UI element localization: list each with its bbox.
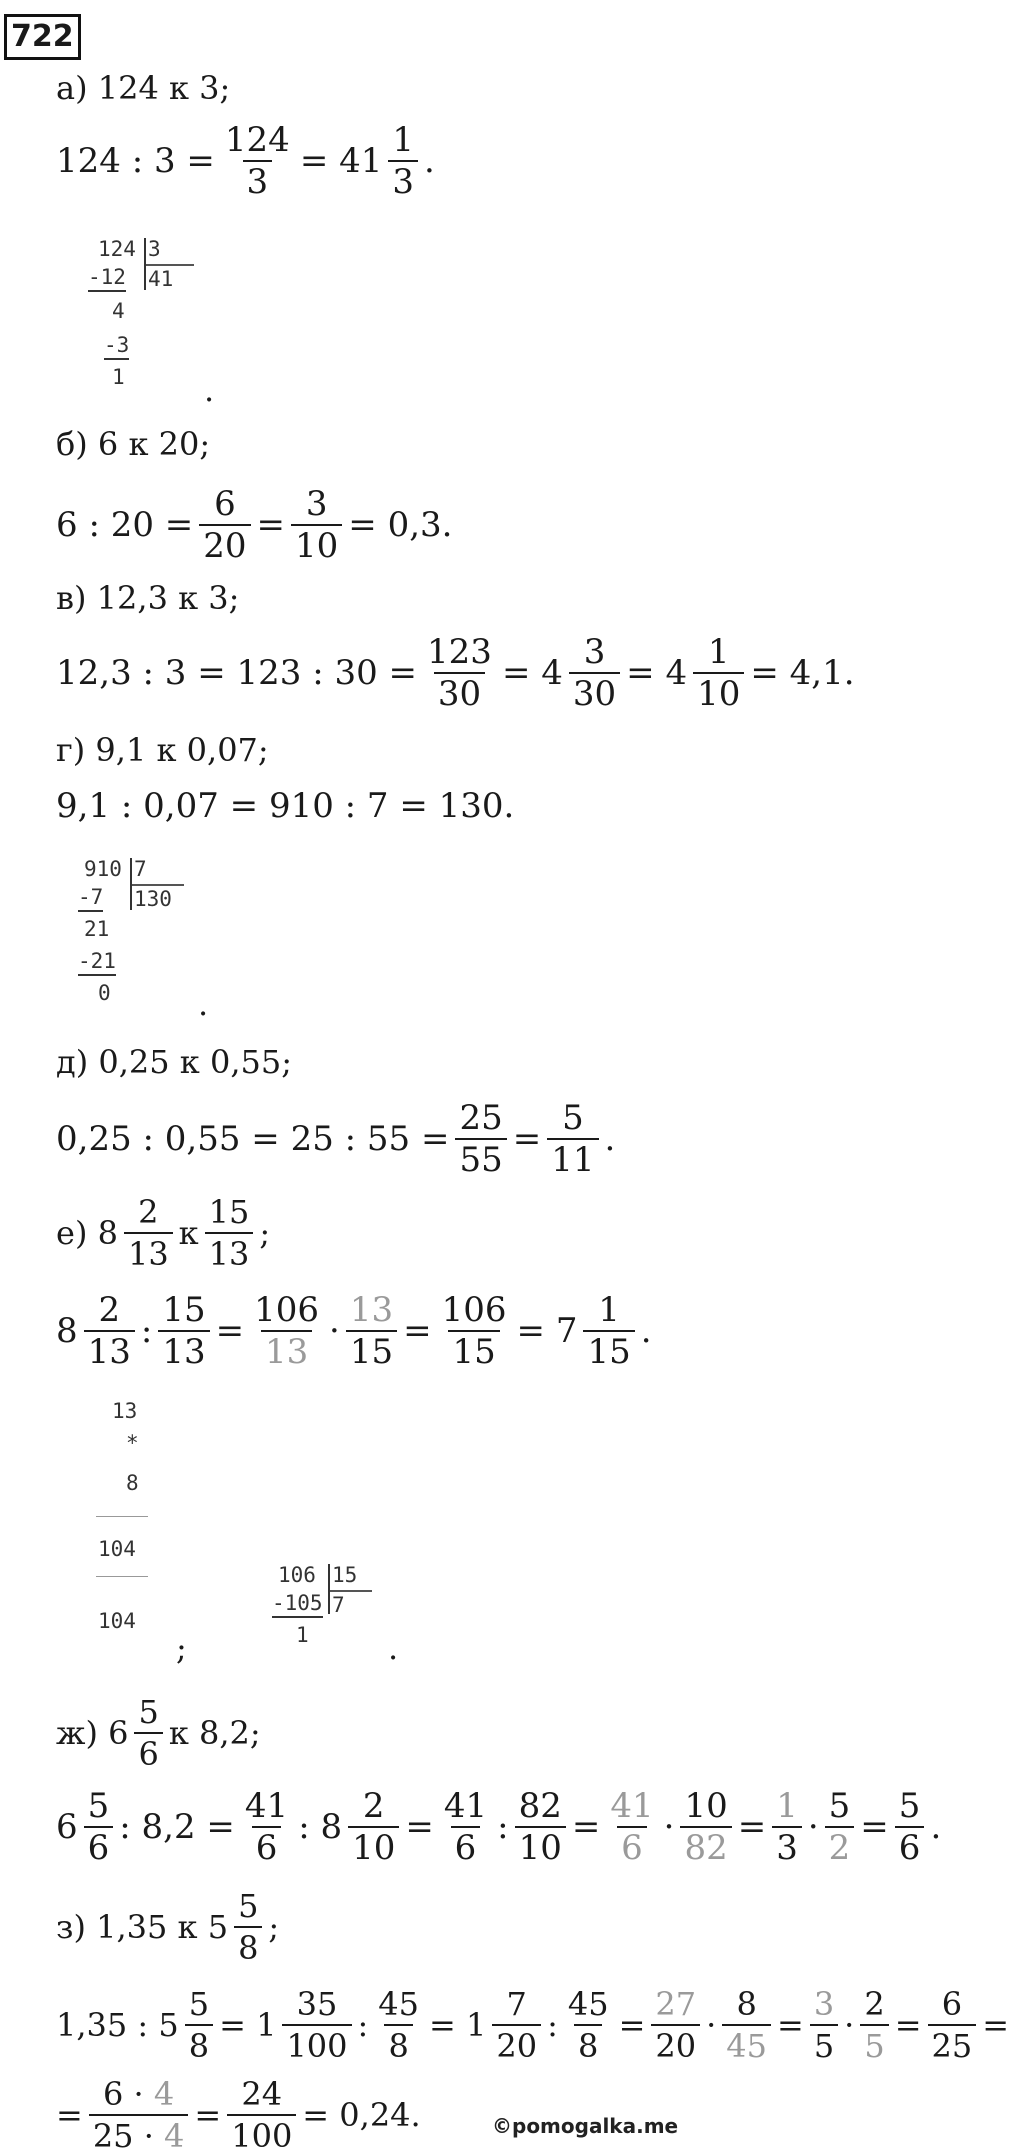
part-a-equation: 124 : 3 = $\frac{124}{3}$ = 41 1 3 . <box>56 120 435 202</box>
part-a-dot: . <box>204 371 215 409</box>
part-h-equation-line1: 1,35 : 5 $\frac{5}{8}$ = 1 35 100 : $\frac{45}{8}$ = 1 7 20 : $\frac{45}{8}$ = $\frac{27}{20}$ · $\frac{8}{45}$ = $\frac{3}{5}$ · $\frac{2}{5}$ = $\frac{6}{25}$ = <box>56 1985 1009 2065</box>
part-f-multiplication: 13 * 8 104 104 <box>90 1398 170 1638</box>
part-c-equation: 12,3 : 3 = 123 : 30 = $\frac{123}{30}$ = 4 $\frac{3}{30}$ = 4 $\frac{1}{10}$ = 4,1. <box>56 632 855 714</box>
part-c-label: в) 12,3 к 3; <box>56 579 240 617</box>
part-a-label: а) 124 к 3; <box>56 69 231 107</box>
part-f-long-division: 106 15 -105 7 1 <box>272 1562 392 1652</box>
part-g-label: ж) 6 5 6 к 8,2; <box>56 1693 261 1773</box>
watermark: ©pomogalka.me <box>492 2114 679 2138</box>
part-f-dot: . <box>388 1629 399 1667</box>
part-f-semicolon: ; <box>176 1629 187 1667</box>
part-b-label: б) 6 к 20; <box>56 425 211 463</box>
part-f-equation: 8 2 13 : $\frac{15}{13}$ = $\frac{106}{13}$ · $\frac{13}{15}$ = $\frac{106}{15}$ = 7 1 15 . <box>56 1290 652 1372</box>
part-d-equation: 9,1 : 0,07 = 910 : 7 = 130. <box>56 786 515 826</box>
part-a-long-division: 124 3 -12 41 4 -3 1 <box>88 236 208 396</box>
part-e-label: д) 0,25 к 0,55; <box>56 1043 292 1081</box>
part-b-equation: 6 : 20 = $\frac{6}{20}$ = $\frac{3}{10}$ = 0,3. <box>56 484 453 566</box>
part-h-equation-line2: = $\frac{6 \cdot 4}{25 \cdot 4}$ = $\frac{24}{100}$ = 0,24. <box>56 2075 421 2155</box>
part-d-label: г) 9,1 к 0,07; <box>56 731 269 769</box>
part-h-label: з) 1,35 к 5 5 8 ; <box>56 1887 280 1967</box>
part-d-dot: . <box>198 985 209 1023</box>
part-e-equation: 0,25 : 0,55 = 25 : 55 = $\frac{25}{55}$ = $\frac{5}{11}$ . <box>56 1098 616 1180</box>
part-d-long-division: 910 7 -7 130 21 -21 0 <box>78 856 218 1016</box>
problem-number: 722 <box>4 14 81 60</box>
part-g-equation: 6 5 6 : 8,2 = $\frac{41}{6}$ : 8 $\frac{2}{10}$ = $\frac{41}{6}$ : $\frac{82}{10}$ = $\frac{41}{6}$ · $\frac{10}{82}$ = $\frac{1}{3}$ · $\frac{5}{2}$ = $\frac{5}{6}$ . <box>56 1786 942 1868</box>
part-f-label: е) 8 2 13 к 15 13 ; <box>56 1193 271 1273</box>
